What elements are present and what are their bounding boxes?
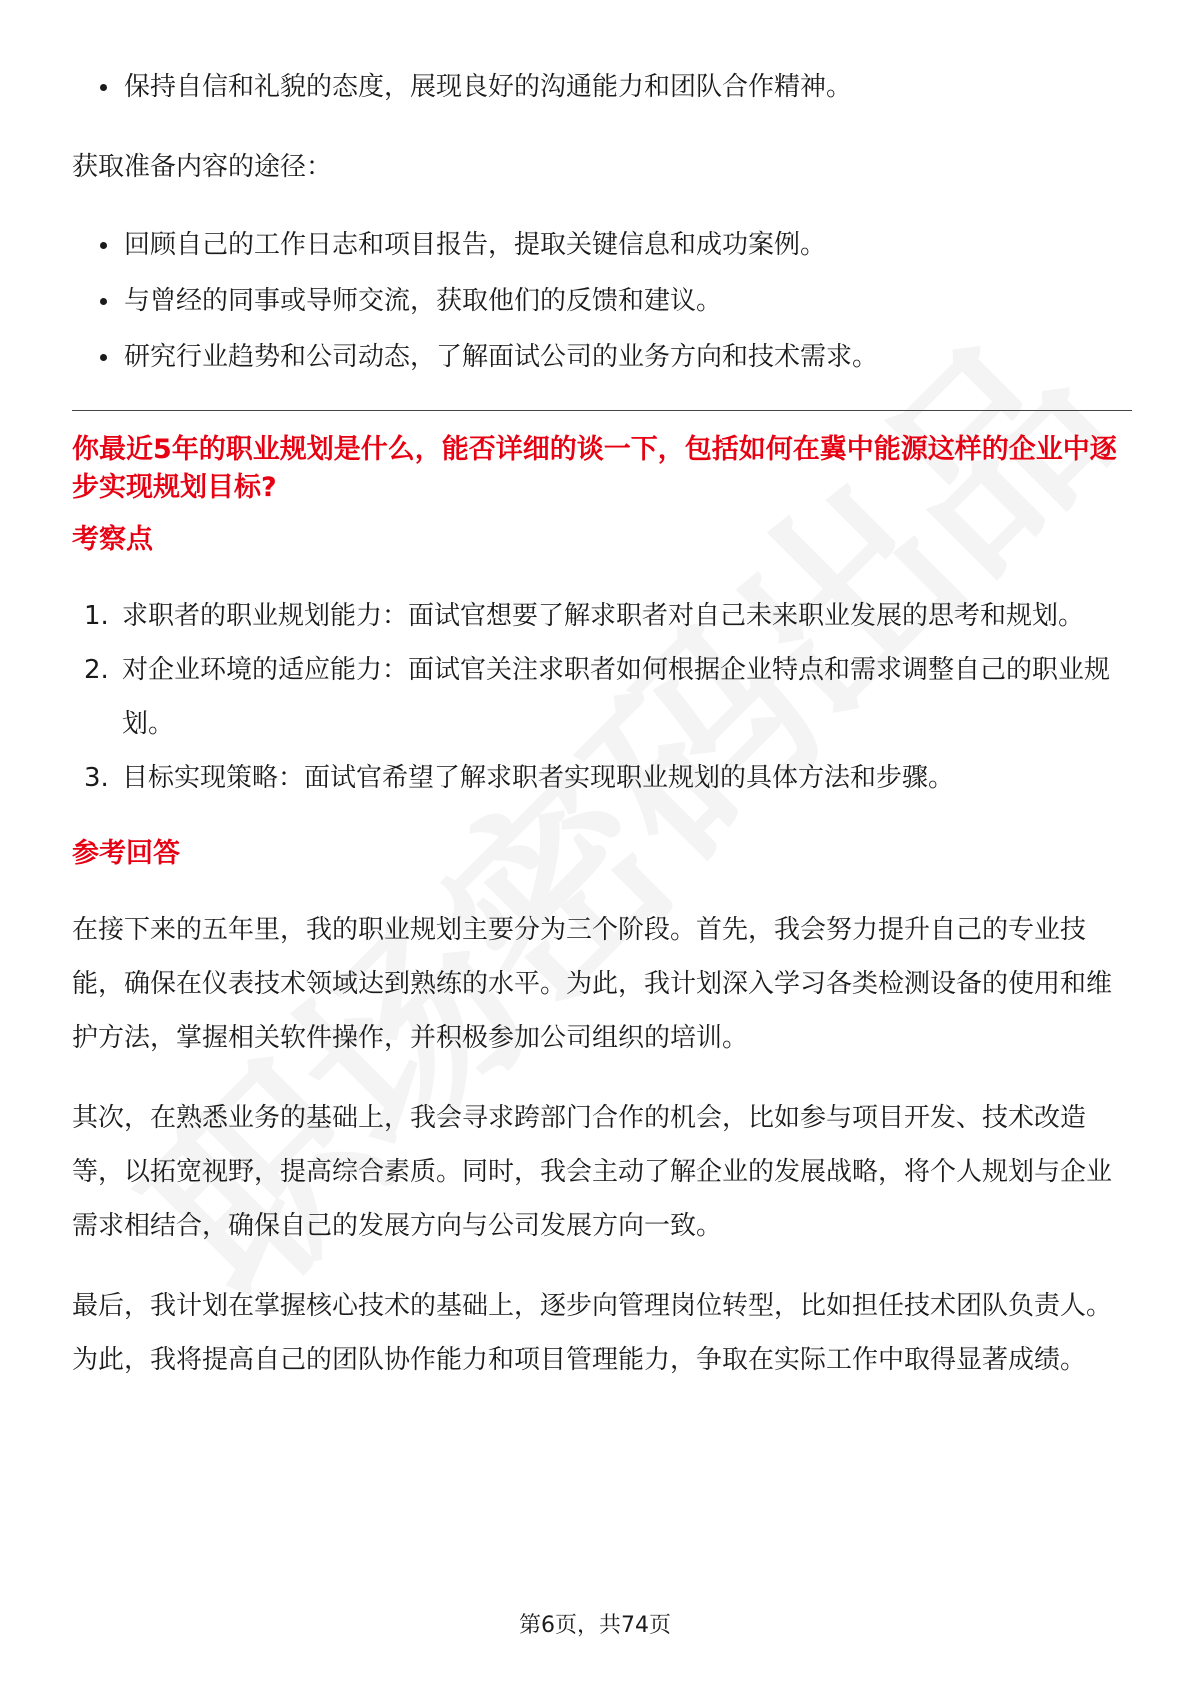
answer-heading: 参考回答 bbox=[72, 838, 180, 869]
answer-paragraph: 在接下来的五年里，我的职业规划主要分为三个阶段。首先，我会努力提升自己的专业技能，确保在仪表技术领域达到熟练的水平。为此，我计划深入学习各类检测设备的使用和维护方法，掌握相关软件操作，并积极参加公司组织的培训。 bbox=[72, 915, 1113, 1053]
list-item bbox=[72, 751, 1132, 805]
exam-points-list bbox=[72, 589, 1132, 805]
list-item bbox=[72, 589, 1132, 643]
source-bullet-list bbox=[72, 226, 1132, 376]
top-bullet-list bbox=[72, 68, 1132, 106]
list-number: 3. bbox=[84, 763, 109, 793]
document-body bbox=[72, 68, 1132, 1413]
list-item bbox=[72, 643, 1132, 751]
sources-intro: 获取准备内容的途径： bbox=[72, 152, 333, 182]
list-item: 保持自信和礼貌的态度，展现良好的沟通能力和团队合作精神。 bbox=[72, 68, 1132, 106]
answer-paragraph: 其次，在熟悉业务的基础上，我会寻求跨部门合作的机会，比如参与项目开发、技术改造等，以拓宽视野，提高综合素质。同时，我会主动了解企业的发展战略，将个人规划与企业需求相结合，确保自己的发展方向与公司发展方向一致。 bbox=[72, 1103, 1113, 1241]
list-number: 2. bbox=[84, 655, 109, 685]
question-title: 你最近5年的职业规划是什么，能否详细的谈一下，包括如何在冀中能源这样的企业中逐步实现规划目标? bbox=[72, 434, 1117, 503]
list-number: 1. bbox=[84, 601, 109, 631]
list-item: 与曾经的同事或导师交流，获取他们的反馈和建议。 bbox=[72, 282, 1132, 320]
list-item: 回顾自己的工作日志和项目报告，提取关键信息和成功案例。 bbox=[72, 226, 1132, 264]
list-item-text: 对企业环境的适应能力：面试官关注求职者如何根据企业特点和需求调整自己的职业规划。 bbox=[122, 655, 1111, 739]
list-item-text: 目标实现策略：面试官希望了解求职者实现职业规划的具体方法和步骤。 bbox=[122, 763, 955, 793]
exam-points-heading: 考察点 bbox=[72, 524, 153, 555]
list-item-text: 求职者的职业规划能力：面试官想要了解求职者对自己未来职业发展的思考和规划。 bbox=[122, 601, 1085, 631]
page-footer: 第6页，共74页 bbox=[519, 1613, 671, 1638]
list-item: 研究行业趋势和公司动态，了解面试公司的业务方向和技术需求。 bbox=[72, 338, 1132, 376]
section-divider bbox=[72, 410, 1132, 411]
answer-paragraph: 最后，我计划在掌握核心技术的基础上，逐步向管理岗位转型，比如担任技术团队负责人。为此，我将提高自己的团队协作能力和项目管理能力，争取在实际工作中取得显著成绩。 bbox=[72, 1291, 1113, 1375]
